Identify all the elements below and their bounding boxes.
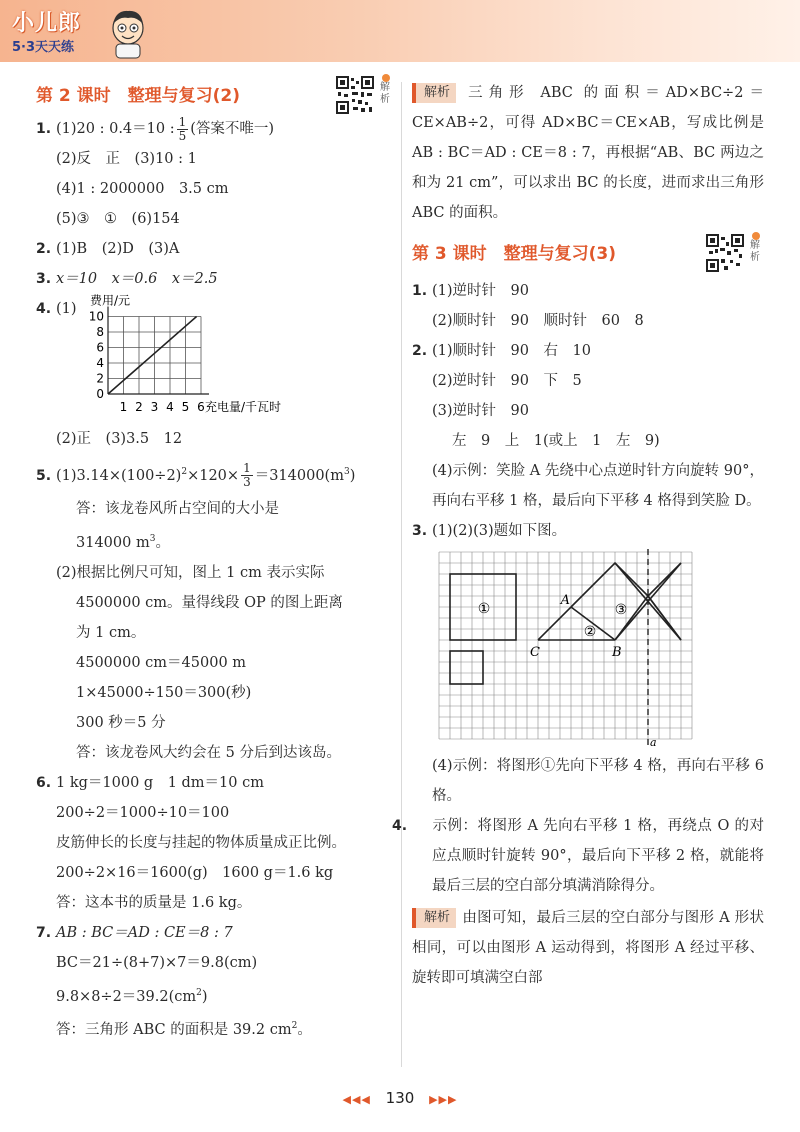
answer-text: (1)(2)(3)题如下图。 — [432, 523, 567, 539]
chart-y-tick-label: 4 — [96, 356, 104, 370]
fraction — [177, 116, 189, 143]
numerator: 1 — [243, 461, 251, 476]
label-point-b: B — [612, 645, 622, 660]
chart-y-tick-label: 8 — [96, 325, 104, 339]
r-answer-1-2: (2)顺时针 90 顺时针 60 8 — [432, 313, 644, 329]
answer-6-line-3: 皮筋伸长的长度与挂起的物体质量成正比例。 — [56, 834, 346, 851]
answer-5-line-4: (2)根据比例尺可知，图上 1 cm 表示实际 — [56, 564, 325, 581]
chart-y-label: 费用/元 — [90, 294, 131, 308]
brand-logo — [8, 4, 158, 58]
question-number: 4. — [36, 301, 52, 317]
superscript: 2 — [291, 1021, 298, 1032]
chart-series-line — [108, 317, 197, 395]
label-one: ① — [477, 601, 491, 617]
answer-5-line-3 — [36, 524, 394, 558]
answer-5-line-8: 1×45000÷150＝300(秒) — [76, 684, 252, 701]
label-three: ③ — [614, 602, 628, 618]
question-number: 2. — [36, 241, 52, 257]
answer-text: ) — [201, 988, 208, 1005]
chart-x-tick-label: 6 — [197, 400, 205, 414]
answer-3 — [36, 264, 394, 294]
answer-text: (1)20 : 0.4＝10 : — [56, 121, 175, 137]
chart-x-label: 充电量/千瓦时 — [205, 400, 282, 414]
r-answer-4 — [392, 811, 764, 901]
answer-text: (1)顺时针 90 右 10 — [432, 343, 591, 359]
answer-text: 答：三角形 ABC 的面积是 39.2 cm — [56, 1022, 292, 1039]
chart-x-tick-label: 1 — [119, 400, 128, 414]
superscript: 3 — [149, 533, 156, 544]
right-arrows-icon: ▶▶▶ — [429, 1093, 458, 1106]
answer-text: ) — [349, 467, 356, 484]
answer-5-line-10: 答：该龙卷风大约会在 5 分后到达该岛。 — [76, 744, 341, 761]
label-point-a: A — [560, 593, 570, 608]
answer-text: 示例：将图形 A 先向右平移 1 格，再绕点 O 的对应点顺时针旋转 90°，最后向下平移 2 格，就能将最后三层的空白部分填满消除得分。 — [432, 818, 764, 894]
answer-text: 314000 m — [76, 534, 150, 551]
right-column — [392, 78, 764, 993]
answer-5-line-7: 4500000 cm＝45000 m — [76, 654, 247, 671]
superscript: 3 — [343, 467, 350, 477]
answer-note: (答案不唯一) — [190, 121, 275, 137]
section-title-lesson-3 — [412, 236, 764, 272]
chart-y-tick-label: 10 — [88, 309, 104, 324]
chart-x-tick-label: 3 — [150, 400, 159, 414]
triangle-two-sides — [538, 607, 615, 640]
r-answer-3-4: (4)示例：将图形①先向下平移 4 格，再向右平移 6 格。 — [432, 758, 764, 804]
r-answer-2-4: (4)示例：笑脸 A 先绕中心点逆时针方向旋转 90°，再向右平移 1 格，最后向下平移 4 格得到笑脸 D。 — [432, 463, 764, 509]
answer-2 — [36, 234, 394, 264]
left-arrows-icon: ◀◀◀ — [342, 1093, 371, 1106]
question-number: 1. — [412, 283, 428, 299]
analysis-text: 由图可知，最后三层的空白部分与图形 A 形状相同，可以由图形 A 运动得到，将图形 A 经过平移、旋转即可填满空白部 — [412, 910, 764, 986]
chart-y-tick-label: 2 — [96, 371, 104, 386]
answer-text: x＝10 x＝0.6 x＝2.5 — [56, 271, 218, 287]
label-point-c: C — [530, 645, 540, 660]
answer-5-1 — [36, 454, 394, 494]
fraction — [241, 462, 253, 489]
figure-moved-square — [450, 651, 483, 684]
answer-1-5: (5)③ ① (6)154 — [56, 211, 180, 227]
analysis-7 — [412, 78, 764, 228]
denominator: 5 — [178, 128, 187, 143]
analysis-tag: 解析 — [412, 83, 456, 103]
answer-text: ＝314000(m — [254, 467, 344, 484]
label-axis-a: a — [650, 736, 657, 749]
r-answer-3-1 — [412, 516, 764, 546]
answer-5-line-2: 答：该龙卷风所占空间的大小是 — [76, 500, 279, 517]
transform-grid-figure — [412, 546, 764, 751]
cost-line-chart — [36, 294, 394, 424]
answer-text: (1)逆时针 90 — [432, 283, 529, 299]
answer-6-line-5: 答：这本书的质量是 1.6 kg。 — [56, 894, 252, 911]
section-title-lesson-2 — [36, 78, 394, 114]
r-answer-2-2: (2)逆时针 90 下 5 — [432, 373, 582, 389]
answer-7-1 — [36, 918, 394, 948]
answer-text: (1)3.14×(100÷2) — [56, 467, 182, 484]
column-divider — [401, 82, 402, 1067]
answer-text: 。 — [297, 1022, 312, 1039]
play-dot-icon — [752, 232, 760, 240]
question-number: 4. — [392, 818, 408, 834]
r-answer-1-1 — [412, 276, 764, 306]
brand-title: 小儿郎 — [12, 11, 82, 36]
answer-1-4: (4)1 : 2000000 3.5 cm — [56, 181, 229, 197]
answer-5-line-5: 4500000 cm。量得线段 OP 的图上距离 — [76, 594, 343, 611]
chart-y-tick-label: 6 — [96, 340, 104, 355]
question-number: 7. — [36, 924, 52, 941]
chart-x-tick-label: 2 — [135, 400, 143, 414]
answer-6-line-4: 200÷2×16＝1600(g) 1600 g＝1.6 kg — [56, 864, 334, 881]
analysis-tag: 解析 — [412, 908, 456, 928]
answer-1-1 — [36, 114, 394, 144]
page-footer — [0, 1078, 800, 1118]
answer-7-line-2: BC＝21÷(8+7)×7＝9.8(cm) — [56, 954, 258, 971]
answer-6-1 — [36, 768, 394, 798]
analysis-4 — [412, 903, 764, 993]
page-number: 130 — [385, 1089, 415, 1107]
label-two: ② — [583, 624, 597, 640]
play-dot-icon — [382, 74, 390, 82]
question-number: 5. — [36, 467, 52, 484]
qr-label: 解析 — [750, 240, 760, 263]
answer-1-2: (2)反 正 (3)10 : 1 — [56, 151, 197, 167]
question-number: 1. — [36, 121, 52, 137]
section-title-text: 第 2 课时 整理与复习(2) — [36, 86, 241, 106]
answer-text: 1 kg＝1000 g 1 dm＝10 cm — [56, 774, 264, 791]
answer-4-2: (2)正 (3)3.5 12 — [56, 431, 183, 447]
answer-5-line-9: 300 秒＝5 分 — [76, 714, 166, 731]
answer-7-line-4 — [36, 1011, 394, 1045]
brand-series: 5·3天天练 — [12, 40, 75, 55]
denominator: 3 — [243, 475, 251, 490]
numerator: 1 — [178, 114, 187, 129]
chart-y-tick-label: 0 — [96, 387, 104, 401]
answer-text: 。 — [155, 534, 170, 551]
question-number: 6. — [36, 774, 52, 791]
section-title-text: 第 3 课时 整理与复习(3) — [412, 244, 617, 264]
answer-text: ×120× — [187, 467, 240, 484]
answer-text: AB : BC＝AD : CE＝8 : 7 — [56, 924, 233, 941]
r-answer-2-3: (3)逆时针 90 — [432, 403, 529, 419]
question-number: 3. — [412, 523, 428, 539]
part-label: (1) — [56, 301, 77, 317]
mascot-icon — [108, 8, 148, 60]
superscript: 2 — [196, 987, 202, 998]
qr-code-icon[interactable] — [706, 234, 744, 272]
answer-6-line-2: 200÷2＝1000÷10＝100 — [56, 804, 230, 821]
chart-x-tick-label: 4 — [166, 400, 174, 414]
left-column — [36, 78, 394, 1045]
answer-7-line-3 — [36, 978, 394, 1012]
question-number: 3. — [36, 271, 52, 287]
answer-text: 9.8×8÷2＝39.2(cm — [56, 988, 197, 1005]
page-header — [0, 0, 800, 62]
answer-5-line-6: 为 1 cm。 — [76, 624, 146, 641]
r-answer-2-3b: 左 9 上 1(或上 1 左 9) — [452, 433, 660, 449]
answer-text: (1)B (2)D (3)A — [56, 241, 180, 257]
grid-lines — [439, 552, 692, 739]
r-answer-2-1 — [412, 336, 764, 366]
superscript: 2 — [181, 467, 188, 477]
answer-4-chart-block — [36, 294, 394, 424]
qr-code-icon[interactable] — [336, 76, 374, 114]
transform-grid-svg — [412, 546, 764, 751]
question-number: 2. — [412, 343, 428, 359]
chart-x-tick-label: 5 — [181, 400, 190, 414]
qr-label: 解析 — [380, 82, 390, 105]
analysis-text: 三角形 ABC 的面积＝AD×BC÷2＝CE×AB÷2，可得 AD×BC＝CE×AB，写成比例是 AB : BC＝AD : CE＝8 : 7，再根据“AB、BC 两边之和为 21 cm”，可以求出 BC 的长度，进而求出三角形 ABC 的面积。 — [412, 85, 764, 221]
